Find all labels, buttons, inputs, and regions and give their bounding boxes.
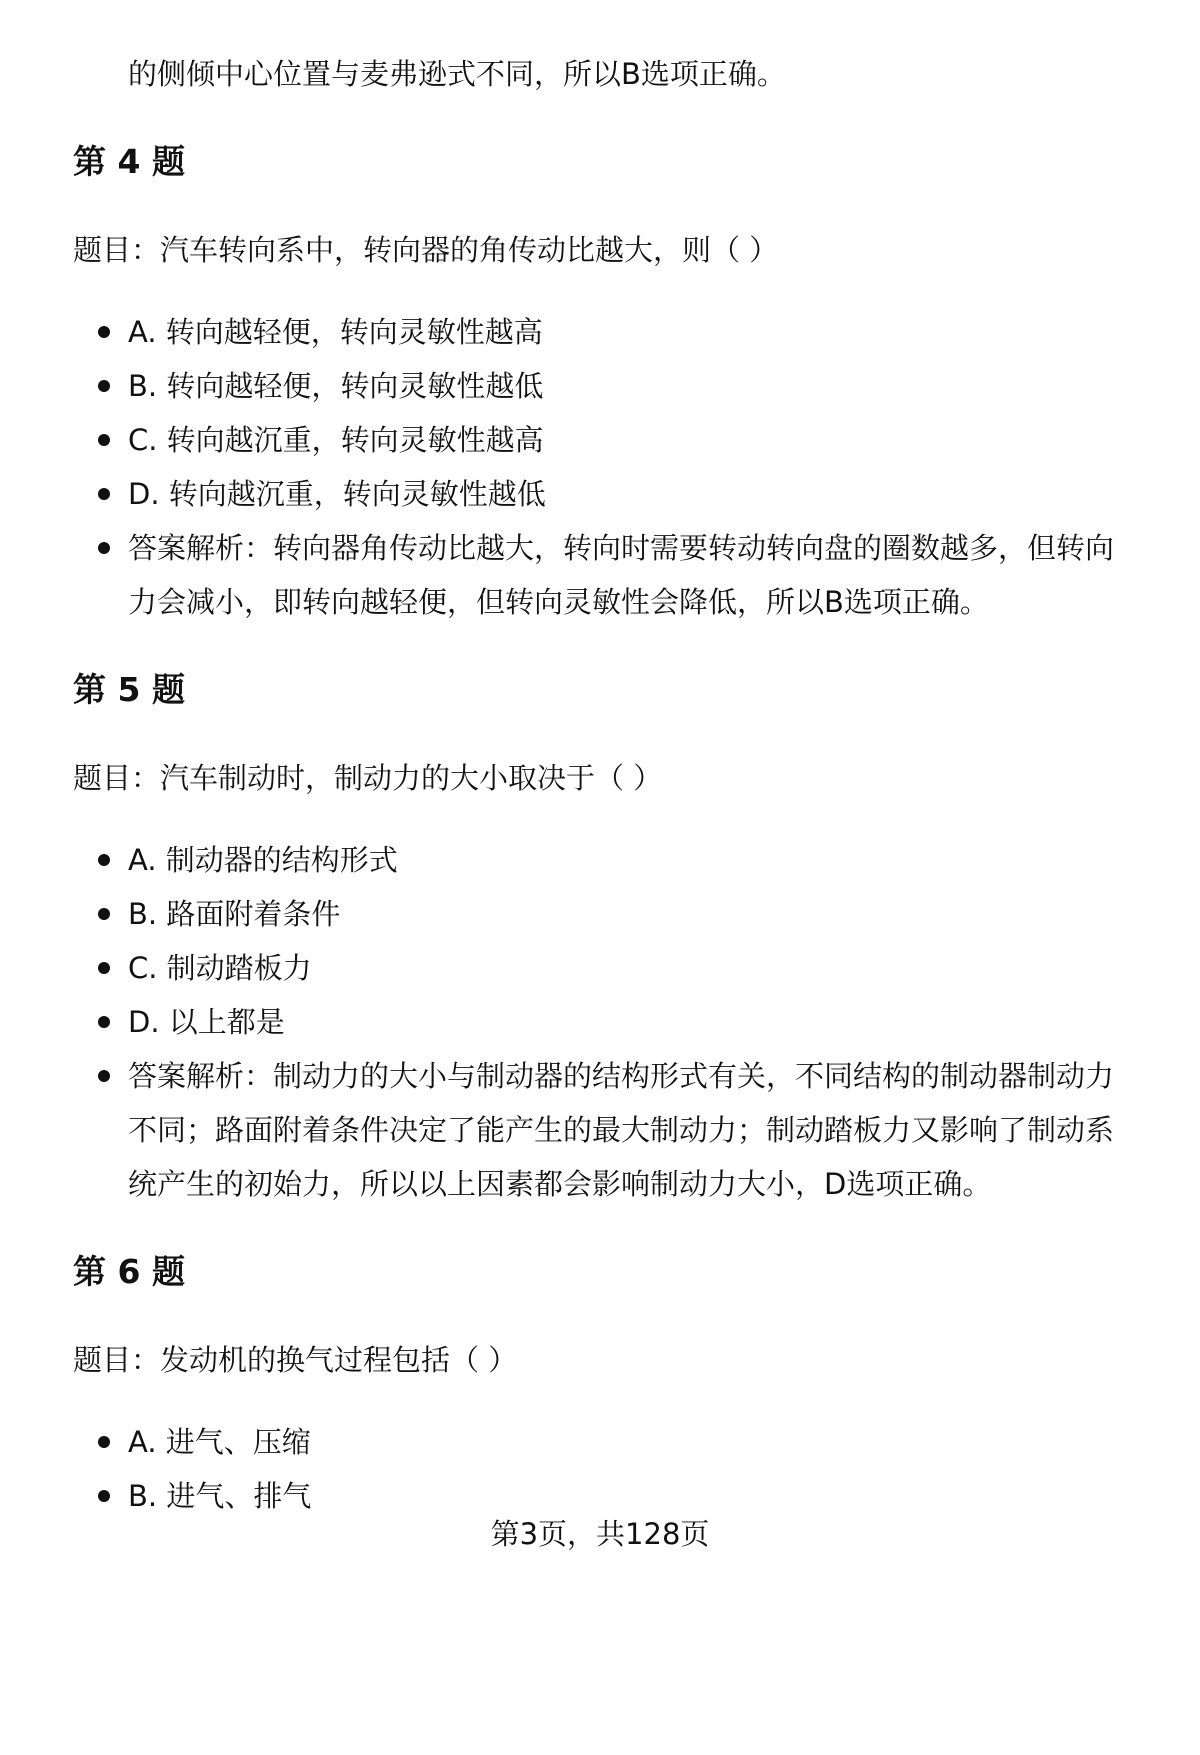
question-5-prompt: 题目：汽车制动时，制动力的大小取决于（ ）: [73, 761, 663, 795]
bullet-icon: [98, 908, 110, 920]
bullet-icon: [98, 854, 110, 866]
question-4-heading: 第 4 题: [73, 142, 185, 181]
question-4-option-a: A. 转向越轻便，转向灵敏性越高: [128, 315, 543, 349]
bullet-icon: [98, 1016, 110, 1028]
question-6-heading: 第 6 题: [73, 1252, 185, 1291]
question-6-option-a: A. 进气、压缩: [128, 1425, 311, 1459]
bullet-icon: [98, 326, 110, 338]
bullet-icon: [98, 1436, 110, 1448]
question-4-analysis-line-2: 力会减小，即转向越轻便，但转向灵敏性会降低，所以B选项正确。: [128, 585, 989, 619]
bullet-icon: [98, 434, 110, 446]
question-5-option-d: D. 以上都是: [128, 1005, 285, 1039]
question-4-option-d: D. 转向越沉重，转向灵敏性越低: [128, 477, 546, 511]
question-5-option-c: C. 制动踏板力: [128, 951, 312, 985]
question-4-option-b: B. 转向越轻便，转向灵敏性越低: [128, 369, 544, 403]
page-number-footer: 第3页，共128页: [490, 1517, 710, 1551]
question-4-analysis-line-1: 答案解析：转向器角传动比越大，转向时需要转动转向盘的圈数越多，但转向: [128, 531, 1115, 565]
bullet-icon: [98, 962, 110, 974]
question-6-option-b: B. 进气、排气: [128, 1479, 312, 1513]
bullet-icon: [98, 380, 110, 392]
question-5-option-b: B. 路面附着条件: [128, 897, 341, 931]
bullet-icon: [98, 1490, 110, 1502]
question-4-prompt: 题目：汽车转向系中，转向器的角传动比越大，则（ ）: [73, 233, 779, 267]
continuation-text: 的侧倾中心位置与麦弗逊式不同，所以B选项正确。: [128, 57, 786, 91]
bullet-icon: [98, 1070, 110, 1082]
question-5-analysis-line-3: 统产生的初始力，所以以上因素都会影响制动力大小，D选项正确。: [128, 1167, 992, 1201]
question-4-option-c: C. 转向越沉重，转向灵敏性越高: [128, 423, 544, 457]
question-5-analysis-line-1: 答案解析：制动力的大小与制动器的结构形式有关，不同结构的制动器制动力: [128, 1059, 1115, 1093]
bullet-icon: [98, 542, 110, 554]
question-5-analysis-line-2: 不同；路面附着条件决定了能产生的最大制动力；制动踏板力又影响了制动系: [128, 1113, 1115, 1147]
question-6-prompt: 题目：发动机的换气过程包括（ ）: [73, 1343, 518, 1377]
question-5-option-a: A. 制动器的结构形式: [128, 843, 398, 877]
question-5-heading: 第 5 题: [73, 670, 185, 709]
bullet-icon: [98, 488, 110, 500]
